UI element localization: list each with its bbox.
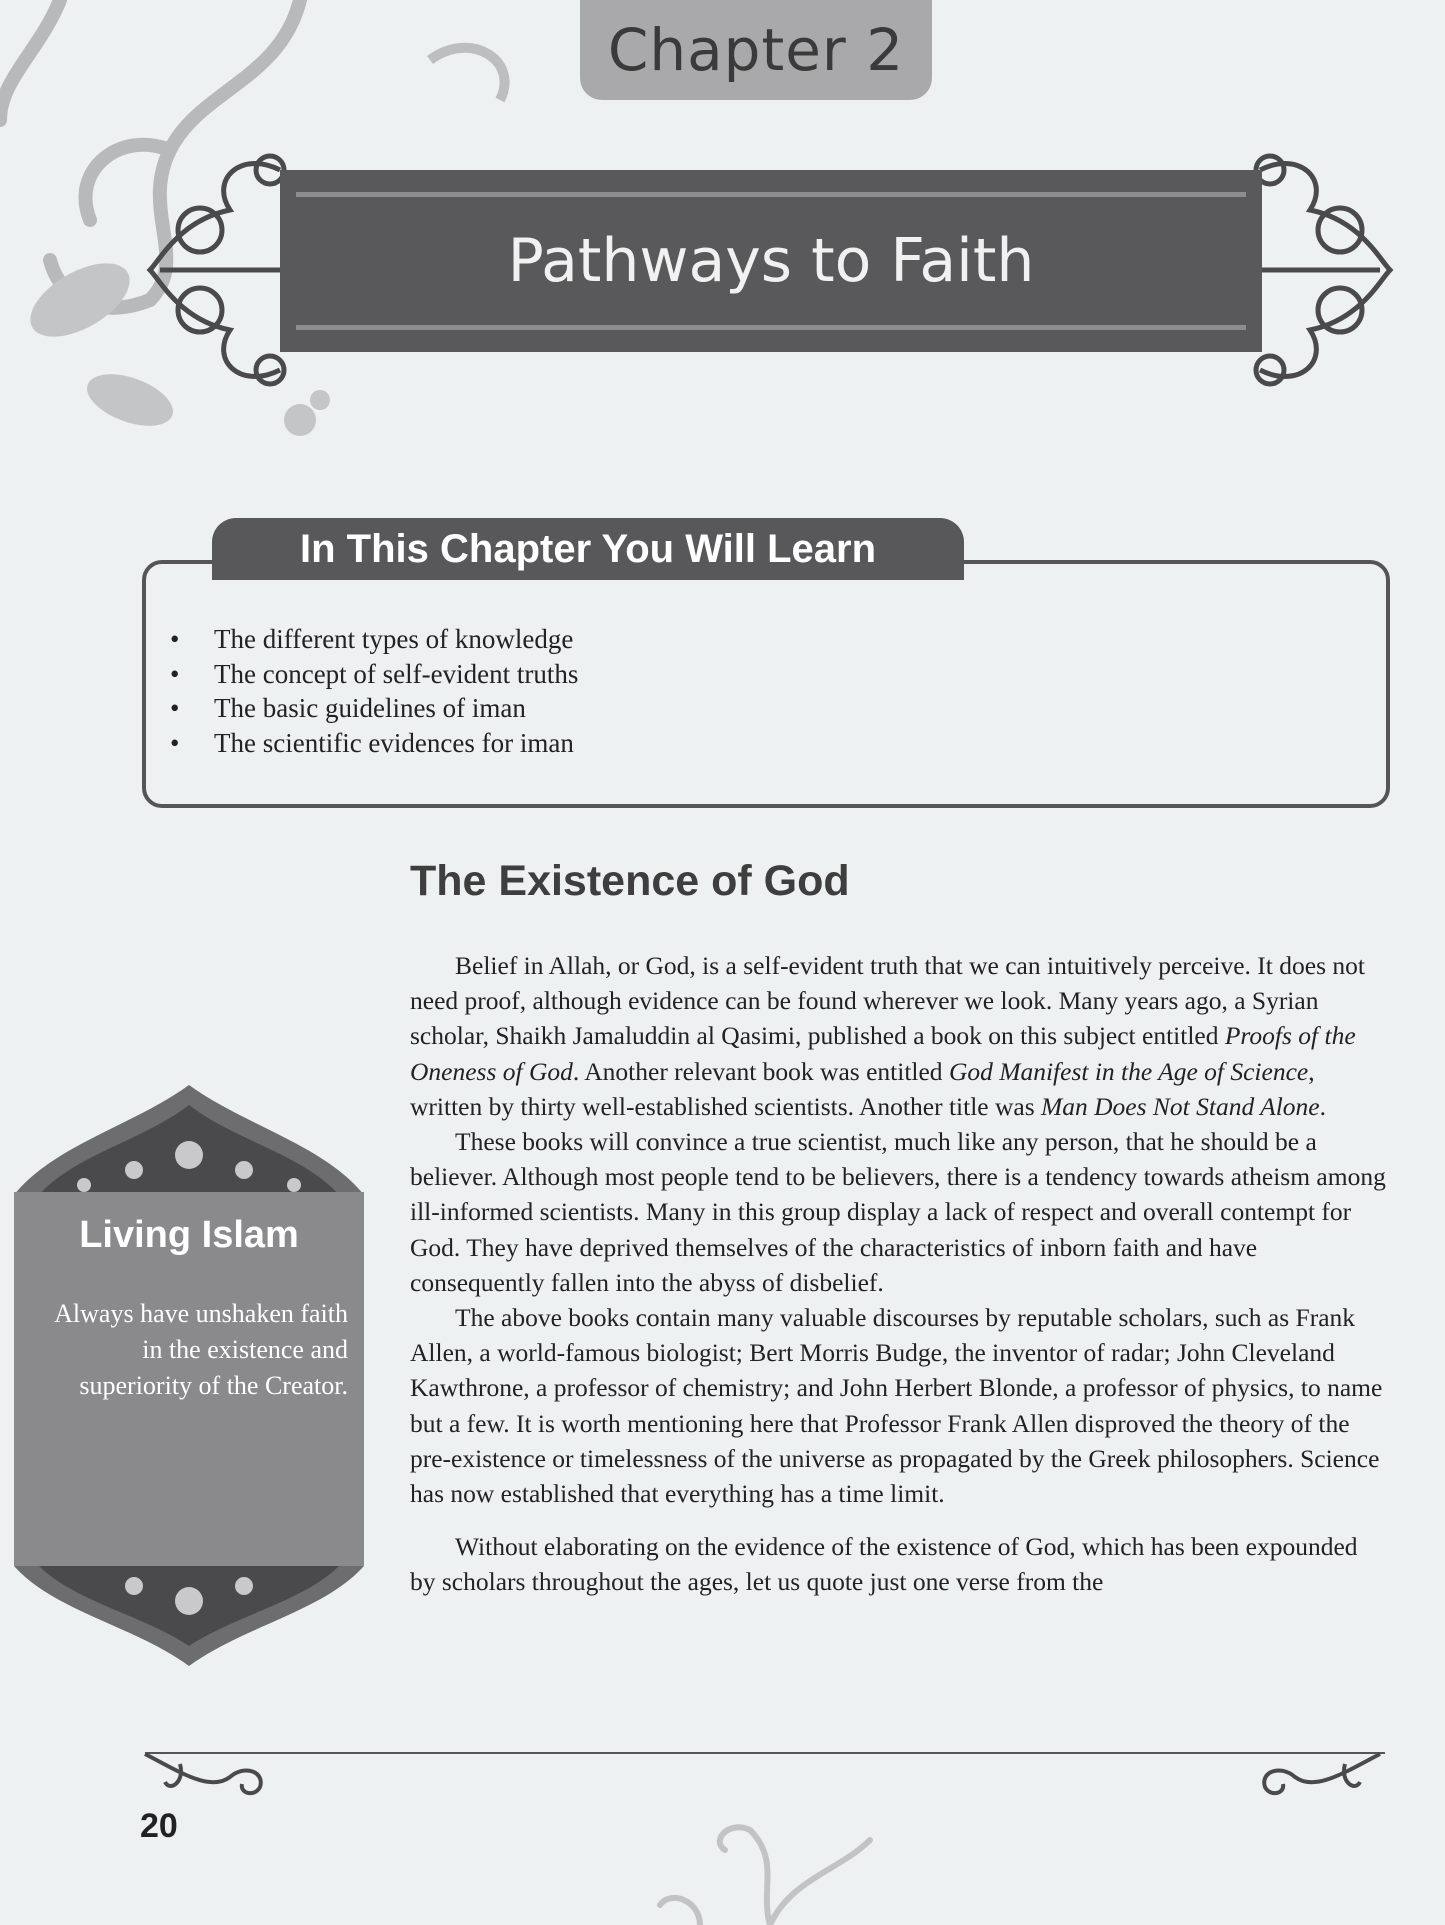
- page-title: Pathways to Faith: [507, 226, 1035, 296]
- footer-scroll-ornament: [140, 1752, 280, 1802]
- body-text: [410, 948, 1386, 1600]
- sidebar-text: Always have unshaken faith in the existence and superiority of the Creator.: [54, 1299, 348, 1400]
- learn-box-heading-tab: [212, 518, 964, 580]
- list-item: • The scientific evidences for iman: [160, 726, 578, 761]
- banner-rule-top: [296, 192, 1246, 197]
- section-heading: The Existence of God: [410, 857, 850, 905]
- living-islam-sidebar: [14, 1192, 364, 1566]
- chapter-label: Chapter 2: [607, 16, 905, 84]
- arabesque-medallion-ornament: [14, 1085, 364, 1195]
- paragraph-2: These books will convince a true scientist, much like any person, that he should be a believer. Although most people tend to be believers, there is a tendency towards atheism among ill-informed scientists. Many in this group display a lack of respect and overall contempt for God. They have deprived themselves of the characteristics of inborn faith and have consequently fallen into the abyss of disbelief.: [410, 1127, 1386, 1297]
- paragraph-3: The above books contain many valuable discourses by reputable scholars, such as Frank Allen, a world-famous biologist; Bert Morris Budge, the inventor of radar; John Cleveland Kawthrone, a professor of chemistry; and John Herbert Blonde, a professor of physics, to name but a few. It is worth mentioning here that Professor Frank Allen disproved the theory of the pre-existence or timelessness of the universe as propagated by the Greek philosophers. Science has now established that everything has a time limit.: [410, 1303, 1383, 1509]
- list-item: • The different types of knowledge: [160, 622, 578, 657]
- paragraph-4: Without elaborating on the evidence of the existence of God, which has been expounded by scholars throughout the ages, let us quote just one verse from the: [410, 1532, 1358, 1597]
- floral-swirl-ornament: [640, 1810, 900, 1925]
- paragraph-1: Belief in Allah, or God, is a self-evident truth that we can intuitively perceive. It does not need proof, although evidence can be found wherever we look. Many years ago, a Syrian scholar, Shaikh Jamaluddin al Qasimi, published a book on this subject entitled Proofs of the Oneness of God. Another relevant book was entitled God Manifest in the Age of Science, written by thirty well-established scientists. Another title was Man Does Not Stand Alone.: [410, 951, 1365, 1121]
- list-item: • The concept of self-evident truths: [160, 657, 578, 692]
- arabesque-medallion-ornament: [14, 1566, 364, 1666]
- list-item: • The basic guidelines of iman: [160, 691, 578, 726]
- sidebar-heading: Living Islam: [79, 1214, 299, 1256]
- title-banner: [280, 170, 1262, 352]
- footer-rule: [145, 1752, 1385, 1754]
- banner-rule-bottom: [296, 325, 1246, 330]
- footer-scroll-ornament: [1245, 1752, 1385, 1802]
- chapter-tab: [580, 0, 932, 100]
- learn-list: [160, 622, 578, 760]
- learn-box-heading: In This Chapter You Will Learn: [300, 526, 876, 571]
- page-number: 20: [140, 1807, 178, 1845]
